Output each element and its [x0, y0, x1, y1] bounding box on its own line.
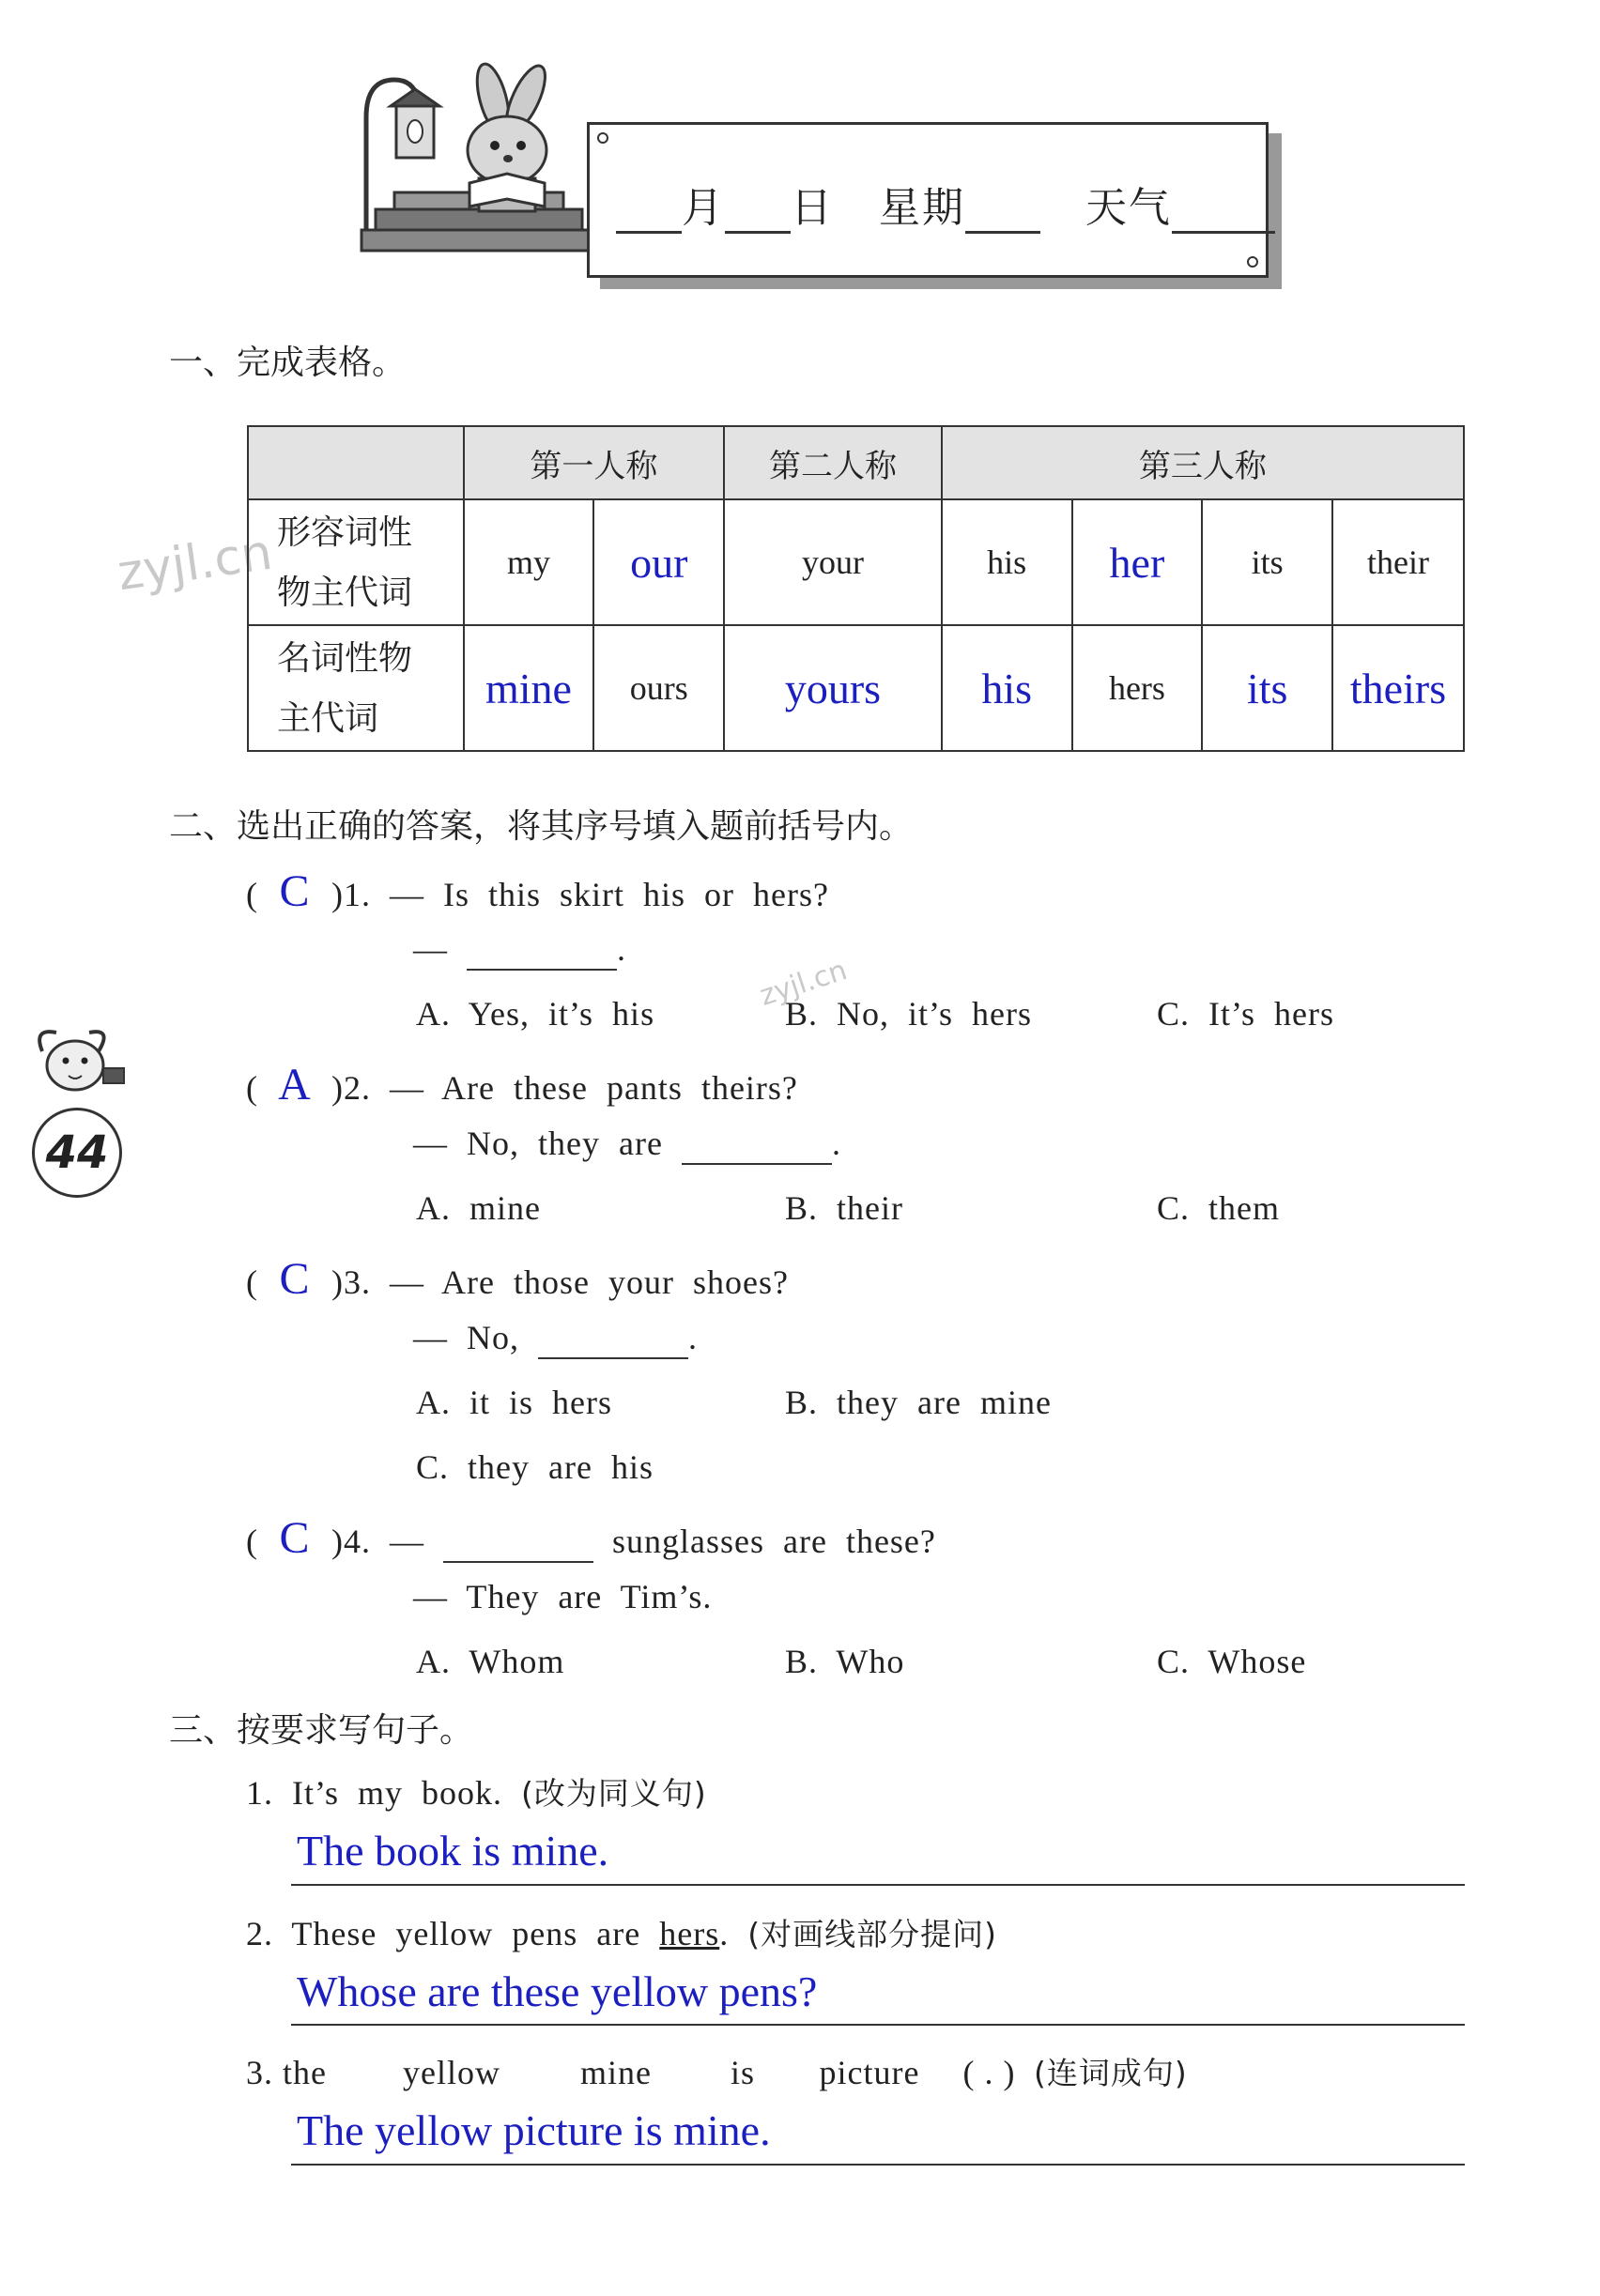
answer-4[interactable]: C — [279, 1513, 311, 1563]
q2-option-a[interactable]: A. mine — [416, 1189, 541, 1227]
q1-option-b[interactable]: B. No, it’s hers — [785, 995, 1033, 1033]
q3-option-b[interactable]: B. they are mine — [785, 1384, 1052, 1421]
q3-option-a[interactable]: A. it is hers — [416, 1384, 612, 1421]
rewrite-item-2: 2. These yellow pens are hers. (对画线部分提问) — [246, 1915, 997, 1952]
table-cell: their — [1332, 499, 1464, 625]
date-weather-banner — [587, 122, 1269, 278]
day-label: 日 — [791, 184, 834, 232]
reply-blank[interactable] — [467, 929, 617, 971]
reply-blank[interactable] — [538, 1318, 688, 1359]
table-cell: my — [464, 499, 594, 625]
page-number: 44 — [45, 1126, 109, 1179]
question-2-reply: — No, they are . — [413, 1124, 841, 1165]
question-3-reply: — No, . — [413, 1318, 698, 1359]
reply-blank[interactable] — [682, 1124, 832, 1165]
q3-option-c[interactable]: C. they are his — [416, 1448, 654, 1486]
q4-option-a[interactable]: A. Whom — [416, 1643, 565, 1680]
watermark: zyjl.cn — [114, 524, 276, 603]
rewrite-answer-2[interactable]: Whose are these yellow pens? — [297, 1967, 818, 2015]
watermark: zyjl.cn — [755, 954, 852, 1013]
q1-option-c[interactable]: C. It’s hers — [1157, 995, 1334, 1033]
table-cell-answer: yours — [724, 625, 942, 751]
goat-mascot-icon — [23, 1023, 127, 1098]
question-1-reply: — . — [413, 929, 626, 971]
rewrite-item-3: 3. the yellow mine is picture ( . ) (连词成句) — [246, 2054, 1188, 2091]
table-cell-answer: its — [1202, 625, 1332, 751]
weather-label: 天气 — [1085, 184, 1172, 232]
weekday-label: 星期 — [878, 184, 965, 232]
header-second-person: 第二人称 — [724, 426, 942, 499]
answer-1[interactable]: C — [279, 866, 311, 916]
rabbit-reading-illustration — [338, 61, 620, 286]
answer-line-1 — [291, 1884, 1465, 1886]
section1-title: 一、完成表格。 — [169, 344, 407, 382]
date-weather-line — [616, 174, 1275, 234]
month-blank[interactable] — [616, 193, 682, 234]
answer-3[interactable]: C — [279, 1254, 311, 1304]
rewrite-item-1: 1. It’s my book. (改为同义句) — [246, 1774, 707, 1812]
q2-option-b[interactable]: B. their — [785, 1189, 903, 1227]
table-cell-answer: his — [942, 625, 1072, 751]
row-label-adjective: 形容词性 物主代词 — [248, 499, 464, 625]
q2-option-c[interactable]: C. them — [1157, 1189, 1280, 1227]
prompt-blank[interactable] — [443, 1522, 593, 1563]
table-cell-answer: mine — [464, 625, 594, 751]
question-4-reply: — They are Tim’s. — [413, 1578, 713, 1615]
q4-option-c[interactable]: C. Whose — [1157, 1643, 1307, 1680]
table-cell: ours — [593, 625, 724, 751]
underlined-word: hers — [659, 1915, 720, 1952]
pronoun-table — [247, 425, 1465, 752]
row-label-noun: 名词性物 主代词 — [248, 625, 464, 751]
rewrite-answer-3[interactable]: The yellow picture is mine. — [297, 2106, 771, 2154]
page-number-badge — [32, 1108, 122, 1198]
table-cell: its — [1202, 499, 1332, 625]
table-cell: your — [724, 499, 942, 625]
question-3: ( C )3. — Are those your shoes? — [246, 1254, 789, 1304]
table-cell: his — [942, 499, 1072, 625]
answer-line-3 — [291, 2164, 1465, 2166]
table-cell-answer: our — [593, 499, 724, 625]
q1-option-a[interactable]: A. Yes, it’s his — [416, 995, 655, 1033]
question-4: ( C )4. — sunglasses are these? — [246, 1513, 936, 1563]
weekday-blank[interactable] — [965, 193, 1040, 234]
weather-blank[interactable] — [1172, 193, 1275, 234]
table-cell-answer: theirs — [1332, 625, 1464, 751]
table-corner — [248, 426, 464, 499]
header-first-person: 第一人称 — [464, 426, 725, 499]
table-cell-answer: her — [1072, 499, 1203, 625]
question-1: ( C )1. — Is this skirt his or hers? — [246, 866, 829, 916]
answer-line-2 — [291, 2024, 1465, 2026]
table-cell: hers — [1072, 625, 1203, 751]
day-blank[interactable] — [725, 193, 791, 234]
question-2: ( A )2. — Are these pants theirs? — [246, 1060, 798, 1110]
section2-title: 二、选出正确的答案，将其序号填入题前括号内。 — [169, 807, 914, 846]
rewrite-answer-1[interactable]: The book is mine. — [297, 1827, 609, 1875]
q4-option-b[interactable]: B. Who — [785, 1643, 905, 1680]
section3-title: 三、按要求写句子。 — [169, 1711, 474, 1750]
answer-2[interactable]: A — [278, 1060, 312, 1110]
month-label: 月 — [682, 184, 725, 232]
header-third-person: 第三人称 — [942, 426, 1464, 499]
